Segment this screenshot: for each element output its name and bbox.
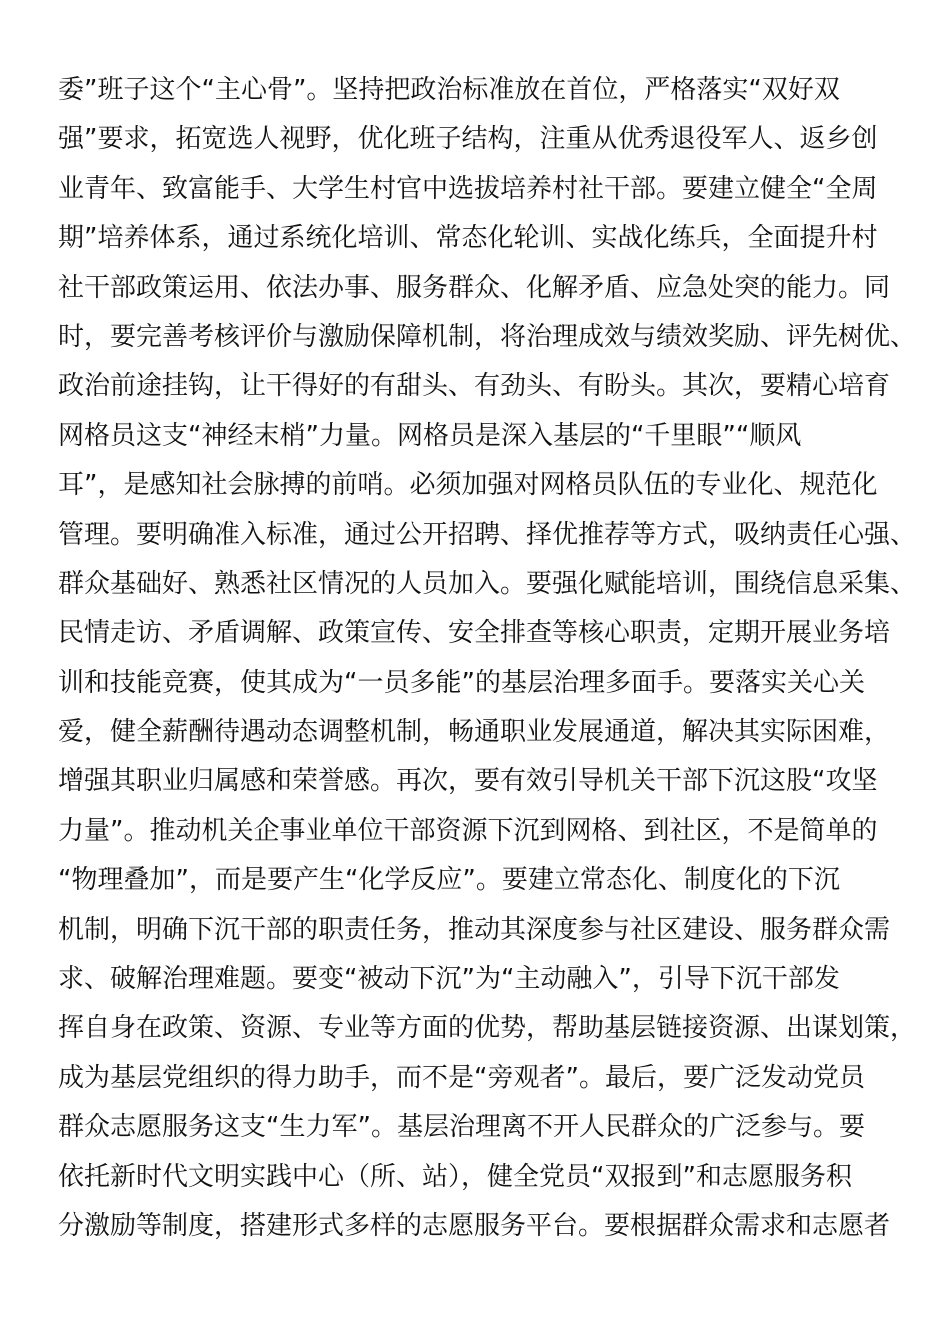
text-line: 时，要完善考核评价与激励保障机制，将治理成效与绩效奖励、评先树优、 bbox=[58, 321, 917, 352]
text-line: 业青年、致富能手、大学生村官中选拔培养村社干部。要建立健全“全周 bbox=[58, 173, 878, 204]
text-line: 政治前途挂钩，让干得好的有甜头、有劲头、有盼头。其次，要精心培育 bbox=[58, 371, 891, 402]
text-line: 群众基础好、熟悉社区情况的人员加入。要强化赋能培训，围绕信息采集、 bbox=[58, 568, 917, 599]
text-line: 依托新时代文明实践中心（所、站），健全党员“双报到”和志愿服务积 bbox=[58, 1161, 852, 1192]
text-line: 民情走访、矛盾调解、政策宣传、安全排查等核心职责，定期开展业务培 bbox=[58, 618, 891, 649]
text-line: 管理。要明确准入标准，通过公开招聘、择优推荐等方式，吸纳责任心强、 bbox=[58, 519, 917, 550]
text-line: 挥自身在政策、资源、专业等方面的优势，帮助基层链接资源、出谋划策， bbox=[58, 1013, 917, 1044]
document-page bbox=[58, 66, 917, 1251]
text-line: 委”班子这个“主心骨”。坚持把政治标准放在首位，严格落实“双好双 bbox=[58, 75, 840, 105]
text-line: 期”培养体系，通过系统化培训、常态化轮训、实战化练兵，全面提升村 bbox=[58, 223, 878, 254]
text-line: 分激励等制度，搭建形式多样的志愿服务平台。要根据群众需求和志愿者 bbox=[58, 1210, 891, 1241]
text-line: 耳”，是感知社会脉搏的前哨。必须加强对网格员队伍的专业化、规范化 bbox=[58, 470, 878, 501]
text-line: 爱，健全薪酬待遇动态调整机制，畅通职业发展通道，解决其实际困难， bbox=[58, 717, 891, 748]
text-line: 群众志愿服务这支“生力军”。基层治理离不开人民群众的广泛参与。要 bbox=[58, 1112, 865, 1143]
text-line: 增强其职业归属感和荣誉感。再次，要有效引导机关干部下沉这股“攻坚 bbox=[58, 766, 878, 797]
text-line: 求、破解治理难题。要变“被动下沉”为“主动融入”，引导下沉干部发 bbox=[58, 964, 840, 995]
text-line: 社干部政策运用、依法办事、服务群众、化解矛盾、应急处突的能力。同 bbox=[58, 272, 891, 303]
text-line: “物理叠加”，而是要产生“化学反应”。要建立常态化、制度化的下沉 bbox=[58, 865, 840, 896]
text-line: 力量”。推动机关企事业单位干部资源下沉到网格、到社区，不是简单的 bbox=[58, 815, 878, 846]
text-line: 网格员这支“神经末梢”力量。网格员是深入基层的“千里眼”“顺风 bbox=[58, 420, 802, 451]
text-line: 机制，明确下沉干部的职责任务，推动其深度参与社区建设、服务群众需 bbox=[58, 914, 891, 945]
text-line: 训和技能竞赛，使其成为“一员多能”的基层治理多面手。要落实关心关 bbox=[58, 667, 865, 698]
text-line: 强”要求，拓宽选人视野，优化班子结构，注重从优秀退役军人、返乡创 bbox=[58, 124, 878, 155]
text-line: 成为基层党组织的得力助手，而不是“旁观者”。最后，要广泛发动党员 bbox=[58, 1062, 865, 1093]
